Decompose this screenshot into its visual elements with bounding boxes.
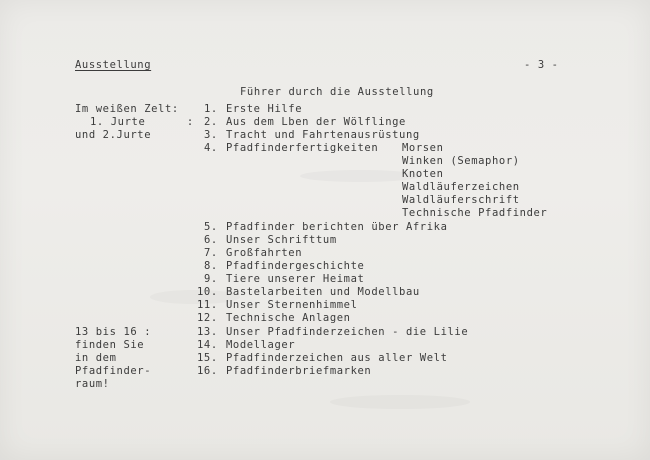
- list-item-text: Tiere unserer Heimat: [226, 273, 365, 285]
- list-item-text: Technische Anlagen: [226, 312, 351, 324]
- list-item-text: Bastelarbeiten und Modellbau: [226, 286, 420, 298]
- list-item-number: 3.: [204, 129, 218, 141]
- list-item-number: 1.: [204, 103, 218, 115]
- list-item-number: 4.: [204, 142, 218, 154]
- list-item-text: Aus dem Lben der Wölflinge: [226, 116, 406, 128]
- skill-item: Knoten: [402, 168, 444, 180]
- skill-item: Waldläuferschrift: [402, 194, 520, 206]
- hint-note-line: 13 bis 16 :: [75, 326, 152, 338]
- list-item-text: Unser Pfadfinderzeichen - die Lilie: [226, 326, 469, 338]
- hint-note-line: raum!: [75, 378, 110, 390]
- list-item-number: 13.: [197, 326, 218, 338]
- list-item-number: 2.: [204, 116, 218, 128]
- list-item-text: Pfadfinder berichten über Afrika: [226, 221, 448, 233]
- list-item-number: 15.: [197, 352, 218, 364]
- list-item-text: Unser Schrifttum: [226, 234, 337, 246]
- list-item-number: 9.: [204, 273, 218, 285]
- list-item-text: Pfadfinderfertigkeiten: [226, 142, 379, 154]
- skill-item: Technische Pfadfinder: [402, 207, 548, 219]
- list-item-number: 11.: [197, 299, 218, 311]
- subtitle: Führer durch die Ausstellung: [240, 86, 434, 98]
- list-item-text: Unser Sternenhimmel: [226, 299, 358, 311]
- list-item-text: Pfadfinderzeichen aus aller Welt: [226, 352, 448, 364]
- list-item-text: Großfahrten: [226, 247, 303, 259]
- list-item-number: 10.: [197, 286, 218, 298]
- skill-item: Morsen: [402, 142, 444, 154]
- tent-note-line: Im weißen Zelt:: [75, 103, 179, 115]
- list-item-text: Erste Hilfe: [226, 103, 303, 115]
- page-title: Ausstellung: [75, 59, 152, 71]
- list-item-number: 7.: [204, 247, 218, 259]
- list-item-text: Tracht und Fahrtenausrüstung: [226, 129, 420, 141]
- paper-smudge: [330, 395, 470, 409]
- list-item-number: 5.: [204, 221, 218, 233]
- tent-note-line: 1. Jurte :: [90, 116, 194, 128]
- skill-item: Waldläuferzeichen: [402, 181, 520, 193]
- list-item-number: 12.: [197, 312, 218, 324]
- list-item-text: Pfadfinderbriefmarken: [226, 365, 372, 377]
- tent-note-line: und 2.Jurte: [75, 129, 152, 141]
- list-item-text: Pfadfindergeschichte: [226, 260, 365, 272]
- list-item-number: 14.: [197, 339, 218, 351]
- list-item-number: 16.: [197, 365, 218, 377]
- list-item-text: Modellager: [226, 339, 296, 351]
- hint-note-line: in dem: [75, 352, 117, 364]
- hint-note-line: Pfadfinder-: [75, 365, 152, 377]
- page-number: - 3 -: [524, 59, 559, 71]
- list-item-number: 8.: [204, 260, 218, 272]
- list-item-number: 6.: [204, 234, 218, 246]
- hint-note-line: finden Sie: [75, 339, 145, 351]
- skill-item: Winken (Semaphor): [402, 155, 520, 167]
